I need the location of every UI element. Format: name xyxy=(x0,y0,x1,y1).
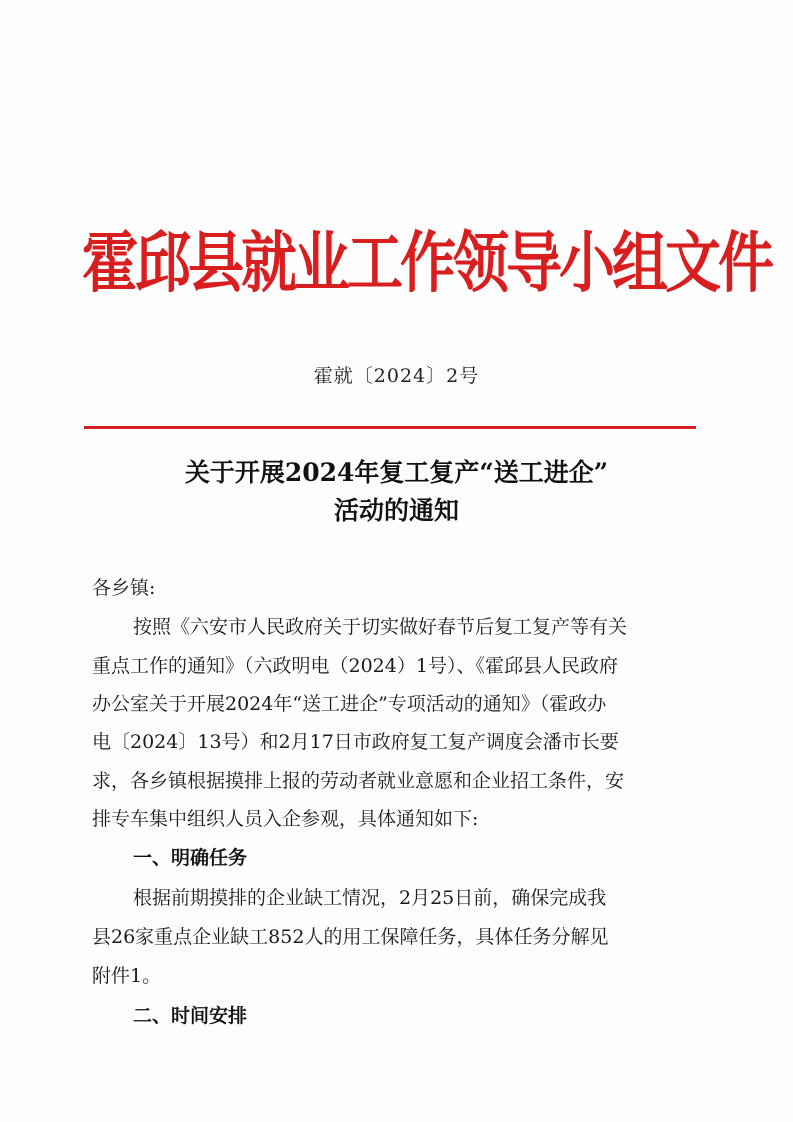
paragraph-line: 根据前期摸排的企业缺工情况，2月25日前，确保完成我 xyxy=(133,887,607,909)
paragraph-line: 排专车集中组织人员入企参观，具体通知如下: xyxy=(92,808,479,830)
section-heading-1: 一、明确任务 xyxy=(133,847,248,869)
red-separator-line xyxy=(84,426,696,429)
paragraph-line: 求，各乡镇根据摸排上报的劳动者就业意愿和企业招工条件，安 xyxy=(92,770,625,792)
section-heading-2: 二、时间安排 xyxy=(133,1005,248,1027)
paragraph-line: 按照《六安市人民政府关于切实做好春节后复工复产等有关 xyxy=(133,616,628,638)
notice-title-line-1: 关于开展2024年复工复产“送工进企” xyxy=(184,458,609,487)
red-header-title: 霍邱县就业工作领导小组文件 xyxy=(82,225,771,303)
document-number: 霍就〔2024〕2号 xyxy=(313,365,480,387)
paragraph-line: 县26家重点企业缺工852人的用工保障任务，具体任务分解见 xyxy=(92,926,609,948)
paragraph-line: 附件1。 xyxy=(92,965,162,987)
paragraph-line: 重点工作的通知》（六政明电（2024）1号）、《霍邱县人民政府 xyxy=(92,655,618,677)
paragraph-line: 办公室关于开展2024年“送工进企”专项活动的通知》（霍政办 xyxy=(92,693,607,715)
salutation: 各乡镇: xyxy=(92,577,156,599)
paragraph-line: 电〔2024〕13号）和2月17日市政府复工复产调度会潘市长要 xyxy=(92,731,619,753)
notice-title-line-2: 活动的通知 xyxy=(333,496,459,525)
